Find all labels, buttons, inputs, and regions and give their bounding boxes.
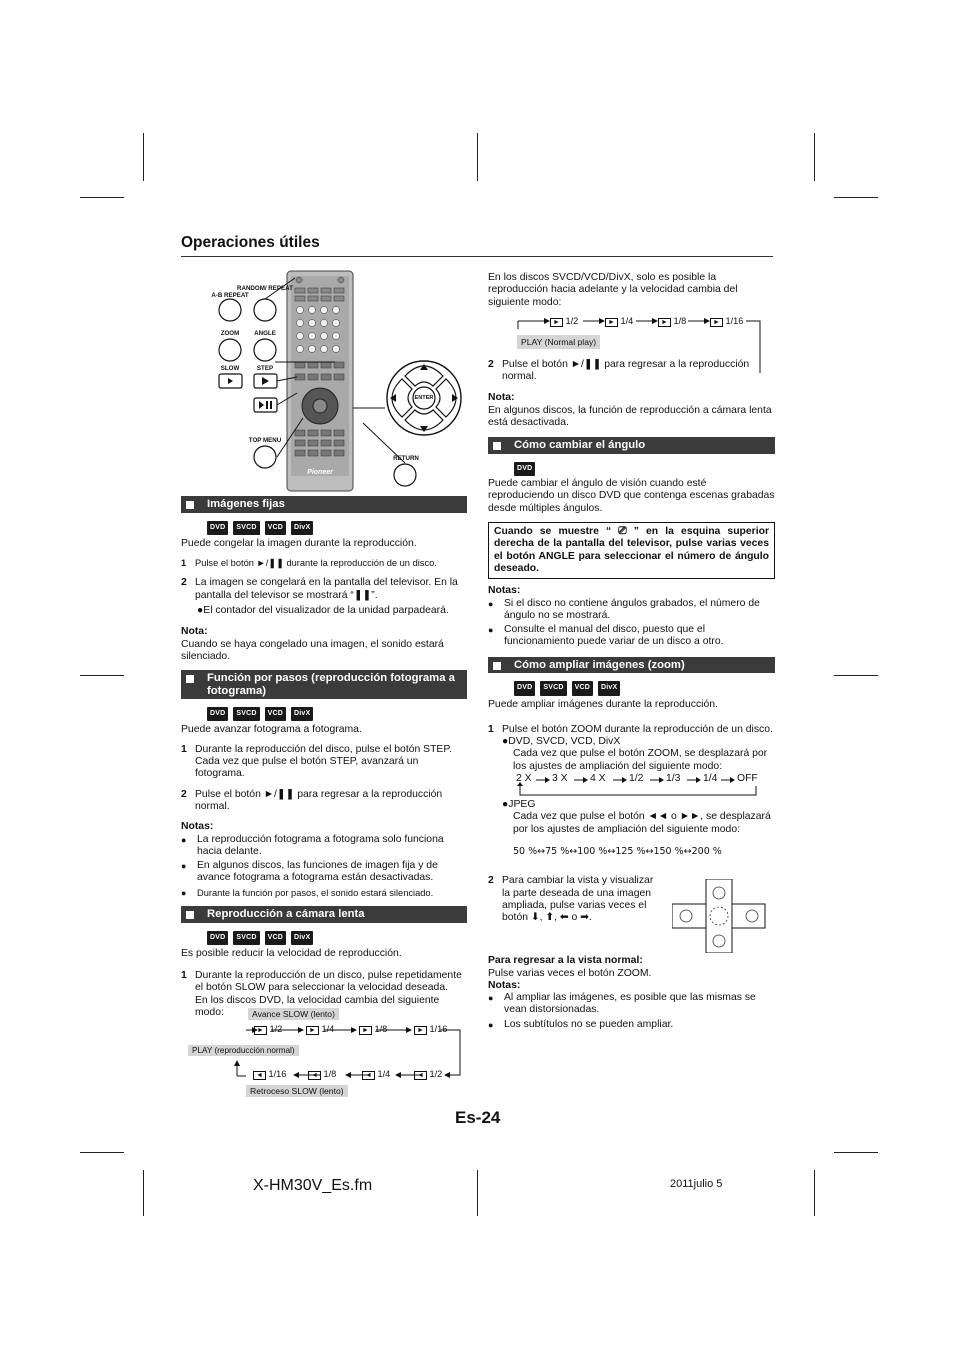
footer-filename: X-HM30V_Es.fm [253,1177,373,1194]
section-heading-lenta: Reproducción a cámara lenta [181,906,467,923]
note-text: Durante la función por pasos, el sonido estará silenciado. [197,887,434,898]
crop-mark [143,133,144,181]
step-item: 2 La imagen se congelará en la pantalla del televisor. En la pantalla del televisor se mostrará “❚❚”. [181,577,467,602]
label-step: STEP [256,365,274,372]
step-text: La imagen se congelará en la pantalla del televisor. En la pantalla del televisor se mostrará “❚❚”. [195,577,458,601]
intro-text: Puede cambiar el ángulo de visión cuando esté reproduciendo un disco DVD que contenga escenas grabadas desde múltiples ángulos. [488,478,775,514]
angle-instruction-box: Cuando se muestre “ ⎚ ” en la esquina superior derecha de la pantalla del televisor, pulse varias veces el botón ANGLE para seleccionar el número de ángulo deseado. [488,522,775,579]
badge-divx: DivX [598,681,620,695]
badge-svcd: SVCD [233,931,259,945]
note-text: Consulte el manual del disco, puesto que el funcionamiento puede variar de un disco a otro. [504,624,724,648]
note-item: ● Consulte el manual del disco, puesto que el funcionamiento puede variar de un disco a otro. [488,624,775,649]
label-avance: Avance SLOW (lento) [248,1008,339,1020]
svcd-step: ► 1/2 [550,315,578,329]
label-random-repeat: RANDOM/ REPEAT [237,285,293,292]
crop-mark [814,1170,815,1216]
note-item: ● Si el disco no contiene ángulos grabados, el número de ángulo no se mostrará. [488,598,775,623]
return-text: Pulse varias veces el botón ZOOM. [488,967,652,979]
step-item: 2 Para cambiar la vista y visualizar la parte deseada de una imagen ampliada, pulse varias veces el botón ⬇, ⬆, ⬅ o ➡. [488,875,656,924]
crop-mark [814,133,815,181]
step-text: Pulse el botón ►/❚❚ para regresar a la reproducción normal. [502,358,750,383]
step-text: Durante la reproducción del disco, pulse el botón STEP. Cada vez que pulse el botón STEP, avanzará un fotograma. [195,743,452,780]
intro-text: Puede avanzar fotograma a fotograma. [181,724,362,736]
intro-text: Puede ampliar imágenes durante la reproducción. [488,698,718,710]
notes-label: Notas: [181,821,214,833]
step-item: 1 Pulse el botón ZOOM durante la reproducción de un disco. [488,723,773,735]
crop-mark [80,1152,124,1153]
note-item: ● Durante la función por pasos, el sonido estará silenciado. [181,887,434,898]
crop-mark [80,675,124,676]
note-label: Nota: [181,626,208,638]
label-zoom: ZOOM [220,330,240,337]
heading-rule [181,256,773,257]
step-value: 1/8 [374,1024,388,1034]
page-number: Es-24 [455,1108,501,1127]
badge-divx: DivX [291,521,313,535]
note-item: ● Al ampliar las imágenes, es posible que las mismas se vean distorsionadas. [488,992,775,1017]
crop-mark [834,197,878,198]
page-heading: Operaciones útiles [181,234,320,251]
note-label: Nota: [488,392,515,404]
badge-vcd: VCD [265,521,286,535]
step-value: 1/2 [429,1069,443,1079]
label-enter: ENTER [414,395,434,401]
zoom-level: 1/4 [703,773,718,785]
badge-dvd: DVD [207,931,228,945]
slow-rev-step: ◄ 1/8 [308,1069,336,1079]
step-text: Pulse el botón ZOOM durante la reproducción de un disco. [502,723,773,735]
intro-text: En los discos SVCD/VCD/DivX, solo es posible la reproducción hacia adelante y la velocidad cambia del siguiente modo: [488,272,738,308]
note-text: Cuando se haya congelado una imagen, el sonido estará silenciado. [181,638,444,662]
step-value: 1/16 [429,1024,448,1034]
zoom-level: 1/2 [629,773,644,785]
left-column [181,496,467,1019]
sub-heading: ●DVD, SVCD, VCD, DivX [502,736,621,748]
zoom-level: 3 X [552,773,568,785]
label-return: RETURN [393,455,419,462]
note-text: En algunos discos, las funciones de imagen fija y de avance fotograma a fotograma están desactivadas. [197,860,438,884]
disc-badges [514,462,775,476]
zoom-level: 4 X [590,773,606,785]
step-value: 1/2 [565,315,579,326]
badge-dvd: DVD [514,462,535,476]
disc-badges [514,681,775,695]
step-item: 1 Durante la reproducción del disco, pulse el botón STEP. Cada vez que pulse el botón STEP, avanzará un fotograma. [181,744,467,781]
zoom-level: 2 X [516,773,532,785]
intro-text: Puede congelar la imagen durante la reproducción. [181,537,417,549]
step-text: Pulse el botón ►/❚❚ para regresar a la reproducción normal. [195,788,443,812]
step-value: 1/4 [377,1069,391,1079]
crop-mark [143,1170,144,1216]
remote-brand-logo: Pioneer [307,469,333,476]
step-item: 2 Pulse el botón ►/❚❚ para regresar a la reproducción normal. [181,789,467,814]
slow-fwd-step: ► 1/4 [306,1024,334,1034]
badge-dvd: DVD [514,681,535,695]
disc-badges [207,521,467,535]
section-heading-pasos: Función por pasos (reproducción fotograma a fotograma) [181,670,467,699]
label-slow: SLOW [220,365,240,372]
label-ab-repeat: A-B REPEAT [211,292,249,299]
step-text: Durante la reproducción de un disco, pulse repetidamente el botón SLOW para seleccionar la velocidad deseada. [195,970,462,994]
badge-dvd: DVD [207,521,228,535]
body-text: Cada vez que pulse el botón ◄◄ o ►►, se desplazará por los ajustes de ampliación del siguiente modo: [513,811,771,835]
slow-fwd-step: ► 1/8 [359,1024,387,1034]
badge-vcd: VCD [572,681,593,695]
footer-date: 2011julio 5 [670,1178,723,1190]
label-play: PLAY (reproducción normal) [188,1045,299,1056]
label-play-normal: PLAY (Normal play) [517,335,600,349]
slow-diagram [188,1006,468,1102]
bullet-text: ●El contador del visualizador de la unidad parpadeará. [197,604,449,616]
zoom-sequence [516,773,775,799]
body-text: Cada vez que pulse el botón ZOOM, se desplazará por los ajustes de ampliación del siguiente modo: [513,748,768,772]
step-item: 1 Pulse el botón ►/❚❚ durante la reproducción de un disco. [181,558,437,569]
note-text: En algunos discos, la función de reproducción a cámara lenta está desactivada. [488,404,772,429]
note-item: ● Los subtítulos no se pueden ampliar. [488,1018,674,1030]
svcd-flow-diagram [488,313,775,373]
section-heading-zoom: Cómo ampliar imágenes (zoom) [488,657,775,674]
disc-badges [207,931,467,945]
disc-badges [207,707,467,721]
intro-text: Es posible reducir la velocidad de reproducción. [181,947,402,959]
step-value: 1/4 [321,1024,335,1034]
zoom-level: OFF [737,773,758,785]
svcd-step: ► 1/8 [658,315,686,329]
step-value: 1/2 [269,1024,283,1034]
note-text: La reproducción fotograma a fotograma solo funciona hacia delante. [197,833,444,857]
zoom-pan-diagram [672,879,766,953]
zoom-step2-block [488,875,775,955]
return-label: Para regresar a la vista normal: [488,955,643,967]
step-text: Pulse el botón ►/❚❚ durante la reproducción de un disco. [195,558,437,569]
note-text: Si el disco no contiene ángulos grabados, el número de ángulo no se mostrará. [504,597,760,621]
note-text: Al ampliar las imágenes, es posible que las mismas se vean distorsionadas. [504,992,756,1016]
crop-mark [80,197,124,198]
right-column [488,272,775,1031]
step-text: En los discos DVD, la velocidad cambia del siguiente modo: [195,994,440,1019]
step-text: Para cambiar la vista y visualizar la parte deseada de una imagen ampliada, pulse varias veces el botón ⬇, ⬆, ⬅ o ➡. [502,875,654,924]
step-value: 1/8 [673,315,687,326]
slow-rev-step: ◄ 1/2 [414,1069,442,1079]
svcd-step: ► 1/4 [605,315,633,329]
step-value: 1/16 [268,1069,287,1079]
crop-mark [834,1152,878,1153]
note-item: ● En algunos discos, las funciones de imagen fija y de avance fotograma a fotograma están desactivadas. [181,860,467,885]
notes-label: Notas: [488,585,521,597]
svcd-step: ► 1/16 [710,315,743,329]
badge-vcd: VCD [265,707,286,721]
step-item: 1 Durante la reproducción de un disco, pulse repetidamente el botón SLOW para seleccionar la velocidad deseada. En los discos DVD, la velocidad cambia del siguiente modo: [181,970,462,1019]
step-value: 1/4 [620,315,634,326]
slow-rev-step: ◄ 1/4 [362,1069,390,1079]
slow-fwd-step: ► 1/16 [414,1024,447,1034]
crop-mark [477,133,478,181]
badge-svcd: SVCD [233,521,259,535]
notes-label: Notas: [488,979,521,991]
badge-divx: DivX [291,931,313,945]
badge-svcd: SVCD [540,681,566,695]
section-heading-imagenes-fijas: Imágenes fijas [181,496,467,513]
badge-svcd: SVCD [233,707,259,721]
note-item: ● La reproducción fotograma a fotograma solo funciona hacia delante. [181,834,467,859]
crop-mark [477,1170,478,1216]
zoom-level: 1/3 [666,773,681,785]
badge-dvd: DVD [207,707,228,721]
label-angle: ANGLE [254,330,276,337]
step-value: 1/8 [323,1069,337,1079]
jpeg-zoom-sequence: 50 %↔75 %↔100 %↔125 %↔150 %↔200 % [513,845,722,857]
slow-rev-step: ◄ 1/16 [253,1069,286,1079]
label-top-menu: TOP MENU [248,437,282,444]
step-item: 2 Pulse el botón ►/❚❚ para regresar a la reproducción normal. [488,359,775,384]
note-text: Los subtítulos no se pueden ampliar. [504,1018,674,1030]
label-retroceso: Retroceso SLOW (lento) [246,1085,348,1097]
remote-illustration [205,268,470,493]
slow-flow-arrows [188,1006,468,1102]
slow-fwd-step: ► 1/2 [254,1024,282,1034]
badge-vcd: VCD [265,931,286,945]
section-heading-angulo: Cómo cambiar el ángulo [488,437,775,454]
crop-mark [834,675,878,676]
sub-heading: ●JPEG [502,799,536,811]
step-value: 1/16 [725,315,744,326]
badge-divx: DivX [291,707,313,721]
